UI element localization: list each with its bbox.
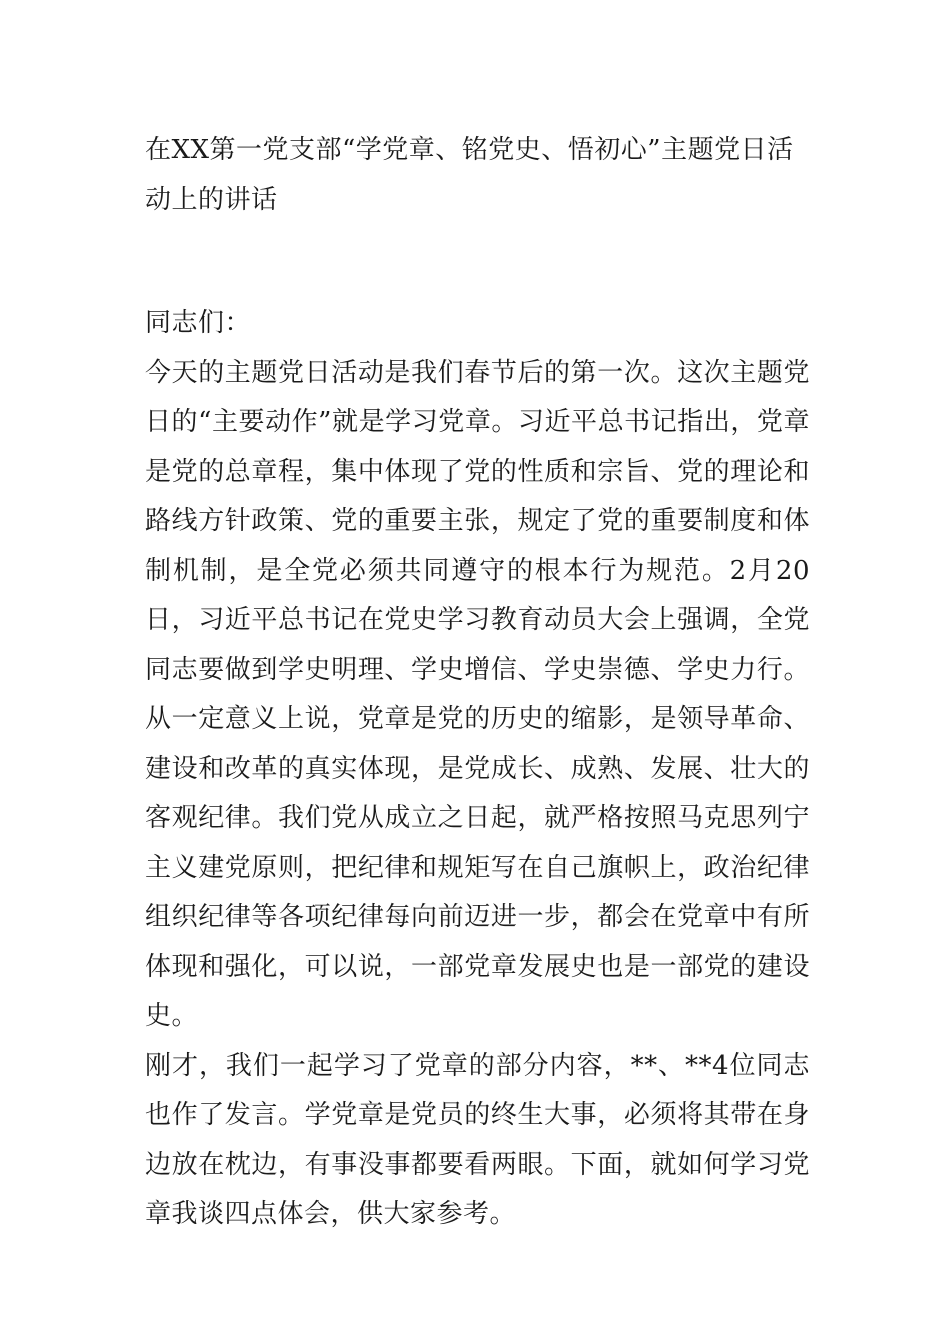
paragraph-1: 今天的主题党日活动是我们春节后的第一次。这次主题党日的“主要动作”就是学习党章。习近平总书记指出，党章是党的总章程，集中体现了党的性质和宗旨、党的理论和路线方针政策、党的重要主张，规定了党的重要制度和体制机制，是全党必须共同遵守的根本行为规范。2月20日，习近平总书记在党史学习教育动员大会上强调，全党同志要做到学史明理、学史增信、学史崇德、学史力行。从一定意义上说，党章是党的历史的缩影，是领导革命、建设和改革的真实体现，是党成长、成熟、发展、壮大的客观纪律。我们党从成立之日起，就严格按照马克思列宁主义建党原则，把纪律和规矩写在自己旗帜上，政治纪律组织纪律等各项纪律每向前迈进一步，都会在党章中有所体现和强化，可以说，一部党章发展史也是一部党的建设史。 [145, 357, 810, 1031]
salutation: 同志们： [145, 308, 252, 338]
document-body [145, 126, 810, 1240]
paragraph-2: 刚才，我们一起学习了党章的部分内容，**、**4位同志也作了发言。学党章是党员的终生大事，必须将其带在身边放在枕边，有事没事都要看两眼。下面，就如何学习党章我谈四点体会，供大家参考。 [145, 1050, 810, 1229]
document-title: 在XX第一党支部“学党章、铭党史、悟初心”主题党日活动上的讲话 [145, 135, 794, 215]
